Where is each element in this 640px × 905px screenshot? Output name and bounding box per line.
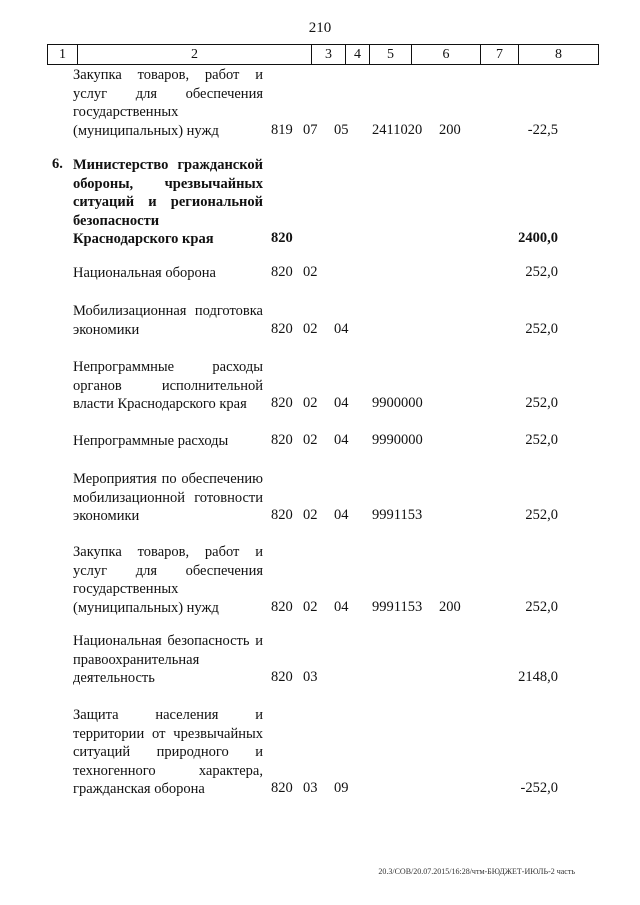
- row-name: Непрограммные расходы органов исполнительной власти Краснодарского края: [73, 359, 263, 412]
- row-col-7: 200: [439, 598, 461, 615]
- row-col-4: 03: [303, 669, 318, 685]
- row-name: Непрограммные расходы: [73, 433, 229, 449]
- row-col-4: 02: [303, 432, 318, 448]
- header-cell-8: 8: [518, 45, 598, 64]
- row-col-6: 9991153: [372, 598, 423, 615]
- row-col-5: 04: [334, 598, 349, 615]
- row-col-3: 820: [271, 669, 293, 685]
- row-col-6: 9900000: [372, 395, 423, 411]
- row-col-4: 02: [303, 598, 318, 615]
- row-col-8: -252,0: [520, 780, 558, 796]
- row-col-3: 819: [271, 121, 293, 138]
- row-col-5: 05: [334, 121, 349, 138]
- row-col-3: 820: [271, 507, 293, 523]
- row-col-7: 200: [439, 121, 461, 138]
- row-col-5: 09: [334, 780, 349, 796]
- row-col-4: 02: [303, 395, 318, 411]
- row-col-4: 03: [303, 780, 318, 796]
- row-col-8: 252,0: [525, 507, 558, 523]
- row-col-8: 252,0: [525, 598, 558, 615]
- row-col-3: 820: [271, 320, 293, 337]
- row-col-3: 820: [271, 264, 293, 280]
- footer-stamp: 20.3/СОВ/20.07.2015/16:28/чтм-БЮДЖЕТ-ИЮЛЬ-2 часть: [378, 867, 575, 876]
- row-col-3: 820: [271, 598, 293, 615]
- row-name: Министерство гражданской обороны, чрезвычайных ситуаций и региональной безопасности Краснодарского края: [73, 157, 263, 247]
- header-cell-6: 6: [411, 45, 480, 64]
- row-col-6: 9990000: [372, 432, 423, 448]
- header-cell-5: 5: [369, 45, 411, 64]
- row-col-8: 2400,0: [518, 230, 558, 246]
- row-name: Мобилизационная подготовка экономики: [73, 303, 263, 338]
- row-col-5: 04: [334, 432, 349, 448]
- row-col-5: 04: [334, 507, 349, 523]
- row-col-3: 820: [271, 230, 293, 246]
- row-col-4: 02: [303, 264, 318, 280]
- header-cell-3: 3: [311, 45, 345, 64]
- row-col-8: 252,0: [525, 320, 558, 337]
- table-header: [47, 44, 599, 65]
- row-col-6: 2411020: [372, 121, 423, 138]
- row-col-8: 252,0: [525, 395, 558, 411]
- row-col-4: 02: [303, 320, 318, 337]
- row-name: Закупка товаров, работ и услуг для обеспечения государственных (муниципальных) нужд: [73, 67, 263, 139]
- row-col-3: 820: [271, 432, 293, 448]
- page-number: 210: [308, 20, 332, 36]
- row-col-8: 252,0: [525, 264, 558, 280]
- header-cell-4: 4: [345, 45, 369, 64]
- row-name: Защита населения и территории от чрезвычайных ситуаций природного и техногенного характера, гражданская оборона: [73, 707, 263, 797]
- row-col-8: 252,0: [525, 432, 558, 448]
- row-col-3: 820: [271, 780, 293, 796]
- row-name: Мероприятия по обеспечению мобилизационной готовности экономики: [73, 471, 263, 524]
- header-cell-7: 7: [480, 45, 518, 64]
- row-name: Закупка товаров, работ и услуг для обеспечения государственных (муниципальных) нужд: [73, 544, 263, 616]
- row-name: Национальная оборона: [73, 265, 216, 281]
- row-col-5: 04: [334, 320, 349, 337]
- row-col-8: 2148,0: [518, 669, 558, 685]
- header-cell-2: 2: [77, 45, 311, 64]
- row-col-8: -22,5: [527, 121, 558, 138]
- row-name: Национальная безопасность и правоохранительная деятельность: [73, 633, 263, 686]
- row-col-4: 02: [303, 507, 318, 523]
- row-col-3: 820: [271, 395, 293, 411]
- header-cell-1: 1: [59, 47, 66, 62]
- row-number: 6.: [52, 156, 63, 172]
- row-col-6: 9991153: [372, 507, 423, 523]
- row-col-4: 07: [303, 121, 318, 138]
- row-col-5: 04: [334, 395, 349, 411]
